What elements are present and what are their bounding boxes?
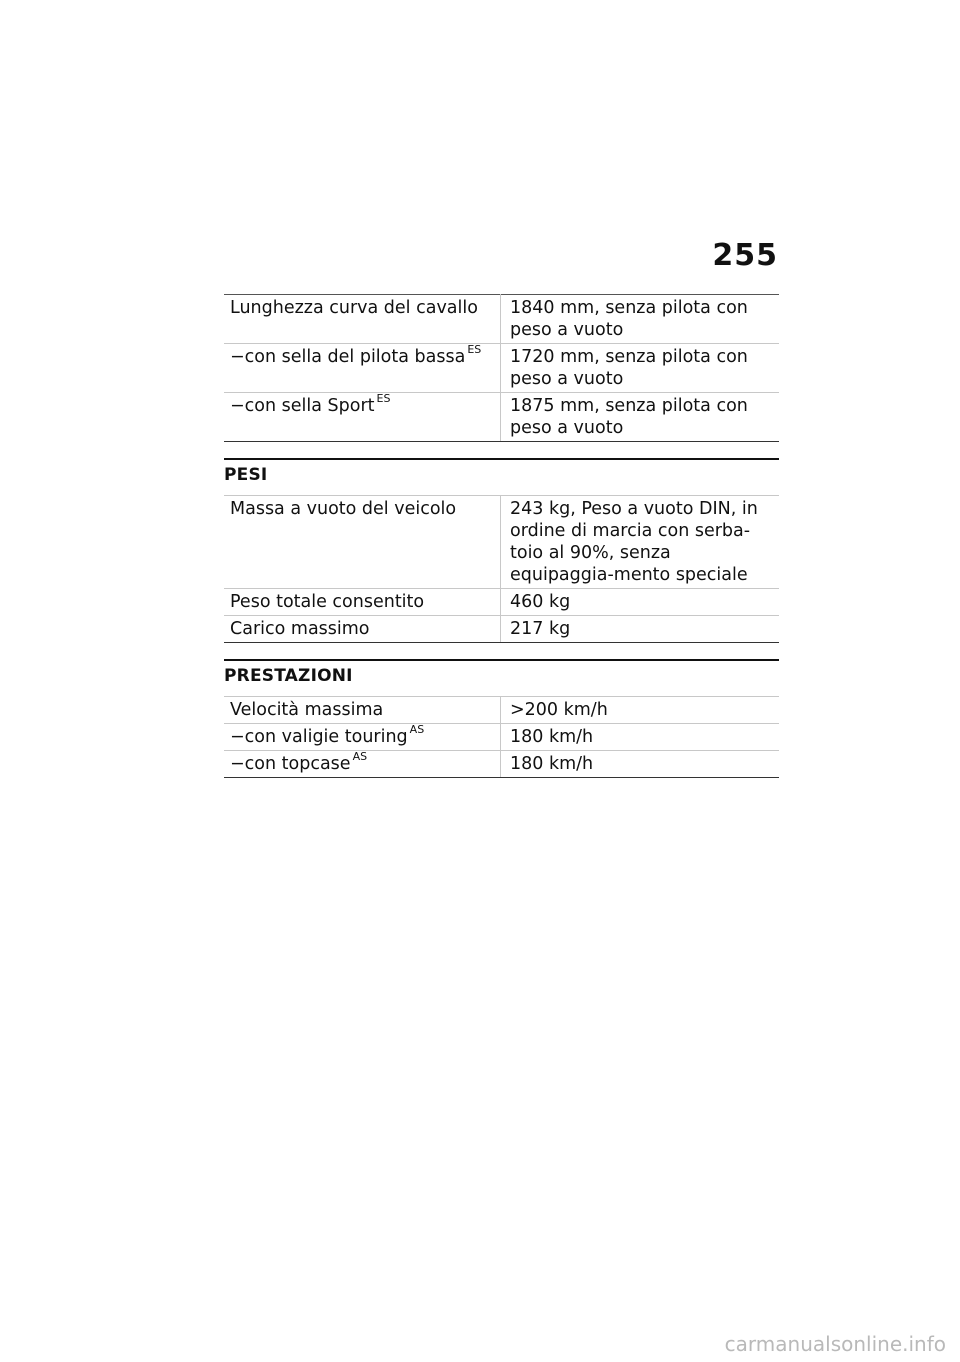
footnote-marker: AS	[352, 750, 368, 764]
performance-table	[224, 696, 779, 778]
table-row	[224, 697, 779, 724]
weights-table	[224, 495, 779, 643]
table-row	[224, 496, 779, 589]
row-value: 1720 mm, senza pilota con peso a vuoto	[501, 344, 780, 393]
section-title-prestazioni: PRESTAZIONI	[224, 659, 779, 696]
row-value: 180 km/h	[501, 751, 780, 778]
spec-content	[224, 294, 779, 778]
footnote-marker: AS	[409, 723, 425, 737]
row-label: Peso totale consentito	[224, 589, 501, 616]
footnote-marker: ES	[376, 392, 391, 406]
row-value: >200 km/h	[501, 697, 780, 724]
row-value: 217 kg	[501, 616, 780, 643]
row-value: 460 kg	[501, 589, 780, 616]
table-row	[224, 616, 779, 643]
page-number: 255	[712, 238, 778, 273]
watermark-footer: carmanualsonline.info	[724, 1332, 946, 1356]
dimensions-table	[224, 294, 779, 442]
table-row	[224, 344, 779, 393]
row-label: Massa a vuoto del veicolo	[224, 496, 501, 589]
section-title-pesi: PESI	[224, 458, 779, 495]
row-value: 1875 mm, senza pilota con peso a vuoto	[501, 393, 780, 442]
row-value: 180 km/h	[501, 724, 780, 751]
row-label: Lunghezza curva del cavallo	[224, 295, 501, 344]
table-row	[224, 751, 779, 778]
row-label: −con sella Sport $^{ES}$	[224, 393, 501, 442]
row-label: −con topcase $^{AS}$	[224, 751, 501, 778]
row-label: Velocità massima	[224, 697, 501, 724]
table-row	[224, 295, 779, 344]
table-row	[224, 589, 779, 616]
row-value: 243 kg, Peso a vuoto DIN, in ordine di marcia con serba-toio al 90%, senza equipaggia-mento speciale	[501, 496, 780, 589]
footnote-marker: ES	[467, 343, 482, 357]
table-row	[224, 724, 779, 751]
table-row	[224, 393, 779, 442]
row-label: Carico massimo	[224, 616, 501, 643]
row-value: 1840 mm, senza pilota con peso a vuoto	[501, 295, 780, 344]
row-label: −con sella del pilota bassa $^{ES}$	[224, 344, 501, 393]
row-label: −con valigie touring $^{AS}$	[224, 724, 501, 751]
